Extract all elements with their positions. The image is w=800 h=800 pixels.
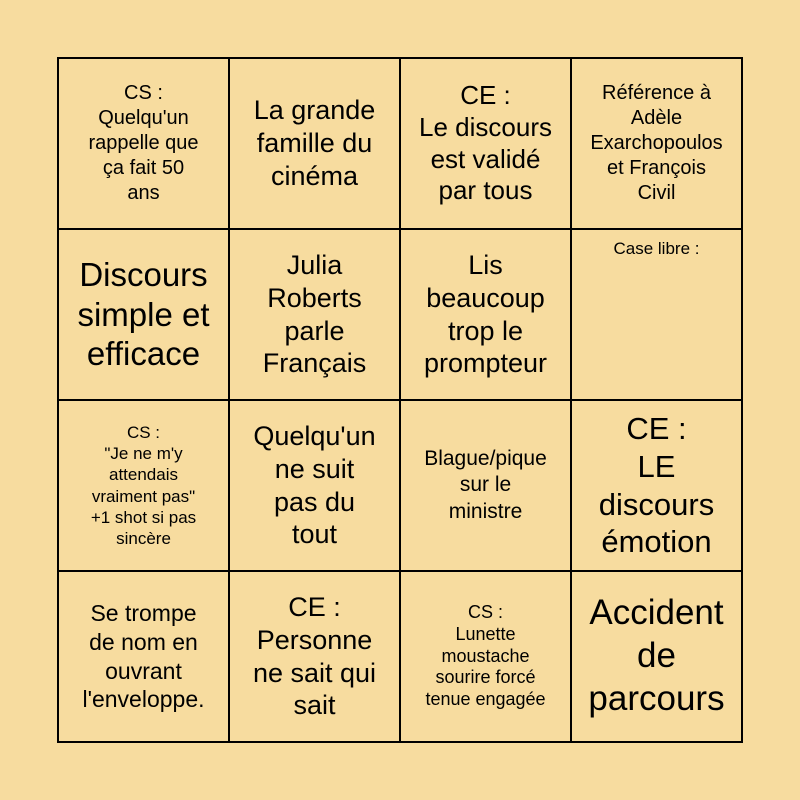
bingo-cell[interactable]: CS : Lunette moustache sourire forcé tenue engagée	[400, 571, 571, 742]
bingo-cell[interactable]: Discours simple et efficace	[58, 229, 229, 400]
bingo-cell[interactable]: Blague/pique sur le ministre	[400, 400, 571, 571]
bingo-cell[interactable]: CE : Le discours est validé par tous	[400, 58, 571, 229]
bingo-cell[interactable]: La grande famille du cinéma	[229, 58, 400, 229]
bingo-cell[interactable]: Accident de parcours	[571, 571, 742, 742]
bingo-cell[interactable]: Lis beaucoup trop le prompteur	[400, 229, 571, 400]
bingo-card	[57, 57, 743, 743]
bingo-cell[interactable]: CE : Personne ne sait qui sait	[229, 571, 400, 742]
bingo-cell[interactable]: CE : LE discours émotion	[571, 400, 742, 571]
bingo-cell[interactable]: CS : Quelqu'un rappelle que ça fait 50 ans	[58, 58, 229, 229]
bingo-cell[interactable]: Julia Roberts parle Français	[229, 229, 400, 400]
bingo-cell[interactable]: Référence à Adèle Exarchopoulos et François Civil	[571, 58, 742, 229]
free-space-cell[interactable]: Case libre :	[571, 229, 742, 400]
bingo-cell[interactable]: Se trompe de nom en ouvrant l'enveloppe.	[58, 571, 229, 742]
bingo-cell[interactable]: CS : "Je ne m'y attendais vraiment pas" +1 shot si pas sincère	[58, 400, 229, 571]
bingo-cell[interactable]: Quelqu'un ne suit pas du tout	[229, 400, 400, 571]
